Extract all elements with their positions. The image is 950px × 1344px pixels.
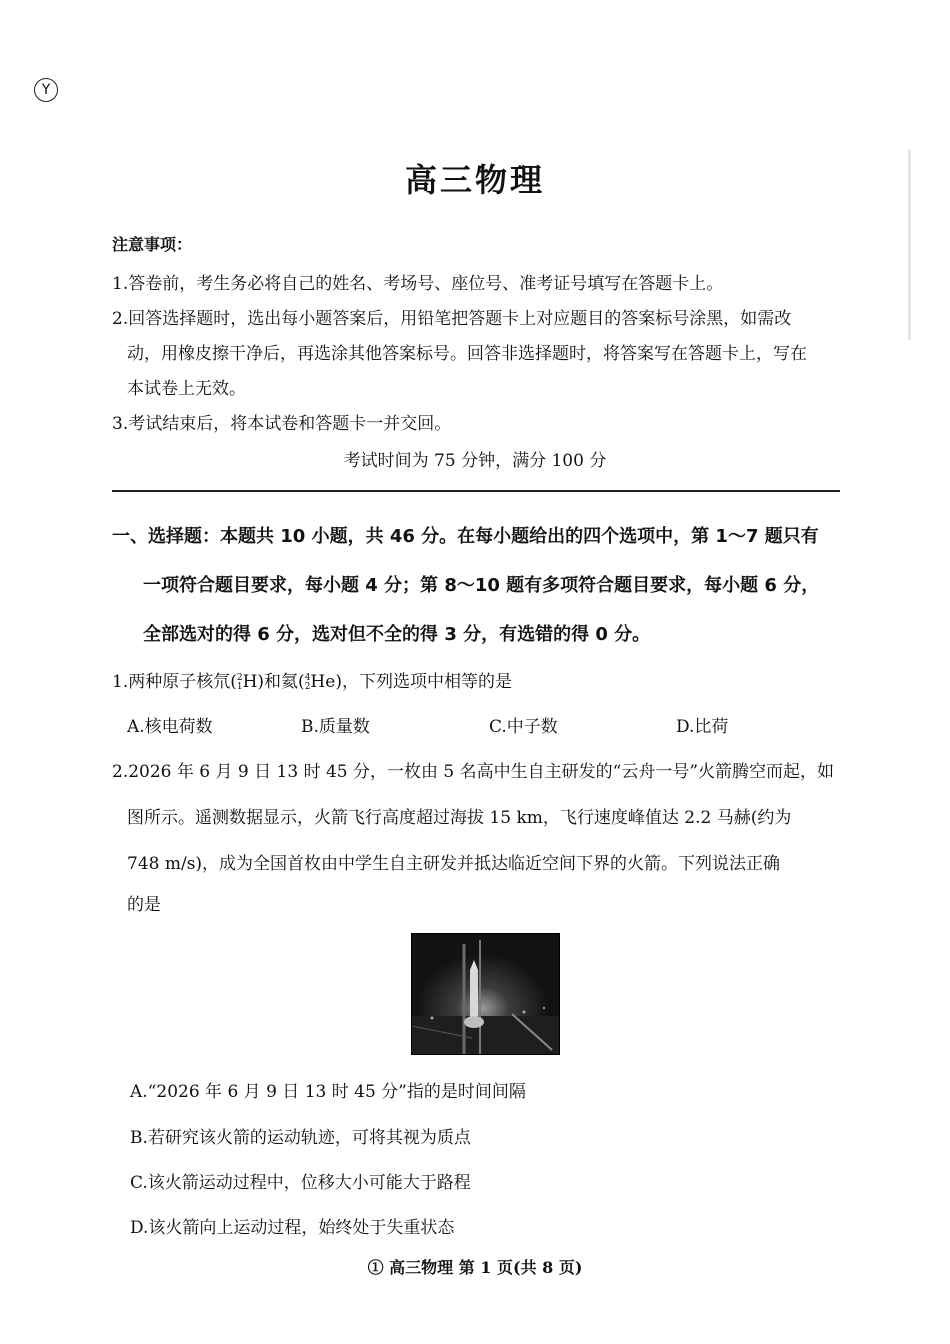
q2-option-b: B.若研究该火箭的运动轨迹，可将其视为质点 <box>130 1128 471 1148</box>
section-heading-line: 一、选择题：本题共 10 小题，共 46 分。在每小题给出的四个选项中，第 1～7 题只有 <box>112 526 819 547</box>
question-2-line: 748 m/s)，成为全国首枚由中学生自主研发并抵达临近空间下界的火箭。下列说法正确 <box>127 854 781 874</box>
section-heading-line: 全部选对的得 6 分，选对但不全的得 3 分，有选错的得 0 分。 <box>143 624 651 645</box>
nuclide-mass-number: 4 <box>304 672 311 683</box>
q2-option-d: D.该火箭向上运动过程，始终处于失重状态 <box>130 1218 455 1238</box>
divider-rule <box>112 490 840 492</box>
nuclide-atomic-number: 1 <box>236 681 243 692</box>
q1-option-c: C.中子数 <box>489 717 558 737</box>
nuclide-symbol: He <box>310 672 336 692</box>
note-line: 2.回答选择题时，选出每小题答案后，用铅笔把答题卡上对应题目的答案标号涂黑，如需改 <box>112 309 792 329</box>
question-1-stem <box>112 667 512 692</box>
nuclide-atomic-number: 2 <box>304 681 311 692</box>
q1-option-b: B.质量数 <box>301 717 370 737</box>
q1-stem-part: )和氦( <box>257 672 305 692</box>
q1-option-d: D.比荷 <box>676 717 729 737</box>
question-2-line: 的是 <box>127 895 161 915</box>
q1-stem-part: 1.两种原子核氘( <box>112 672 237 692</box>
rocket-launch-photo <box>411 933 560 1055</box>
note-line: 1.答卷前，考生务必将自己的姓名、考场号、座位号、准考证号填写在答题卡上。 <box>112 274 724 294</box>
note-line: 动，用橡皮擦干净后，再选涂其他答案标号。回答非选择题时，将答案写在答题卡上，写在 <box>127 344 807 364</box>
nuclide-mass-number: 2 <box>236 672 243 683</box>
notes-heading: 注意事项： <box>112 235 193 254</box>
section-heading-line: 一项符合题目要求，每小题 4 分；第 8～10 题有多项符合题目要求，每小题 6 分， <box>143 575 820 596</box>
q2-option-c: C.该火箭运动过程中，位移大小可能大于路程 <box>130 1173 471 1193</box>
page-title: 高三物理 <box>404 161 545 199</box>
exam-time-info: 考试时间为 75 分钟，满分 100 分 <box>343 451 607 471</box>
note-line: 本试卷上无效。 <box>127 379 246 399</box>
q1-stem-part: )，下列选项中相等的是 <box>335 672 512 692</box>
nuclide-symbol: H <box>242 672 258 692</box>
q2-option-a: A.“2026 年 6 月 9 日 13 时 45 分”指的是时间间隔 <box>130 1082 526 1102</box>
question-2-line: 图所示。遥测数据显示，火箭飞行高度超过海拔 15 km，飞行速度峰值达 2.2 马赫(约为 <box>127 808 792 828</box>
page-footer: ① 高三物理 第 1 页(共 8 页) <box>367 1258 583 1277</box>
question-2-line: 2.2026 年 6 月 9 日 13 时 45 分，一枚由 5 名高中生自主研发的“云舟一号”火箭腾空而起，如 <box>112 762 835 782</box>
rocket-launch-image <box>412 934 559 1054</box>
corner-mark: Y <box>34 78 58 102</box>
note-line: 3.考试结束后，将本试卷和答题卡一并交回。 <box>112 414 452 434</box>
q1-option-a: A.核电荷数 <box>127 717 213 737</box>
